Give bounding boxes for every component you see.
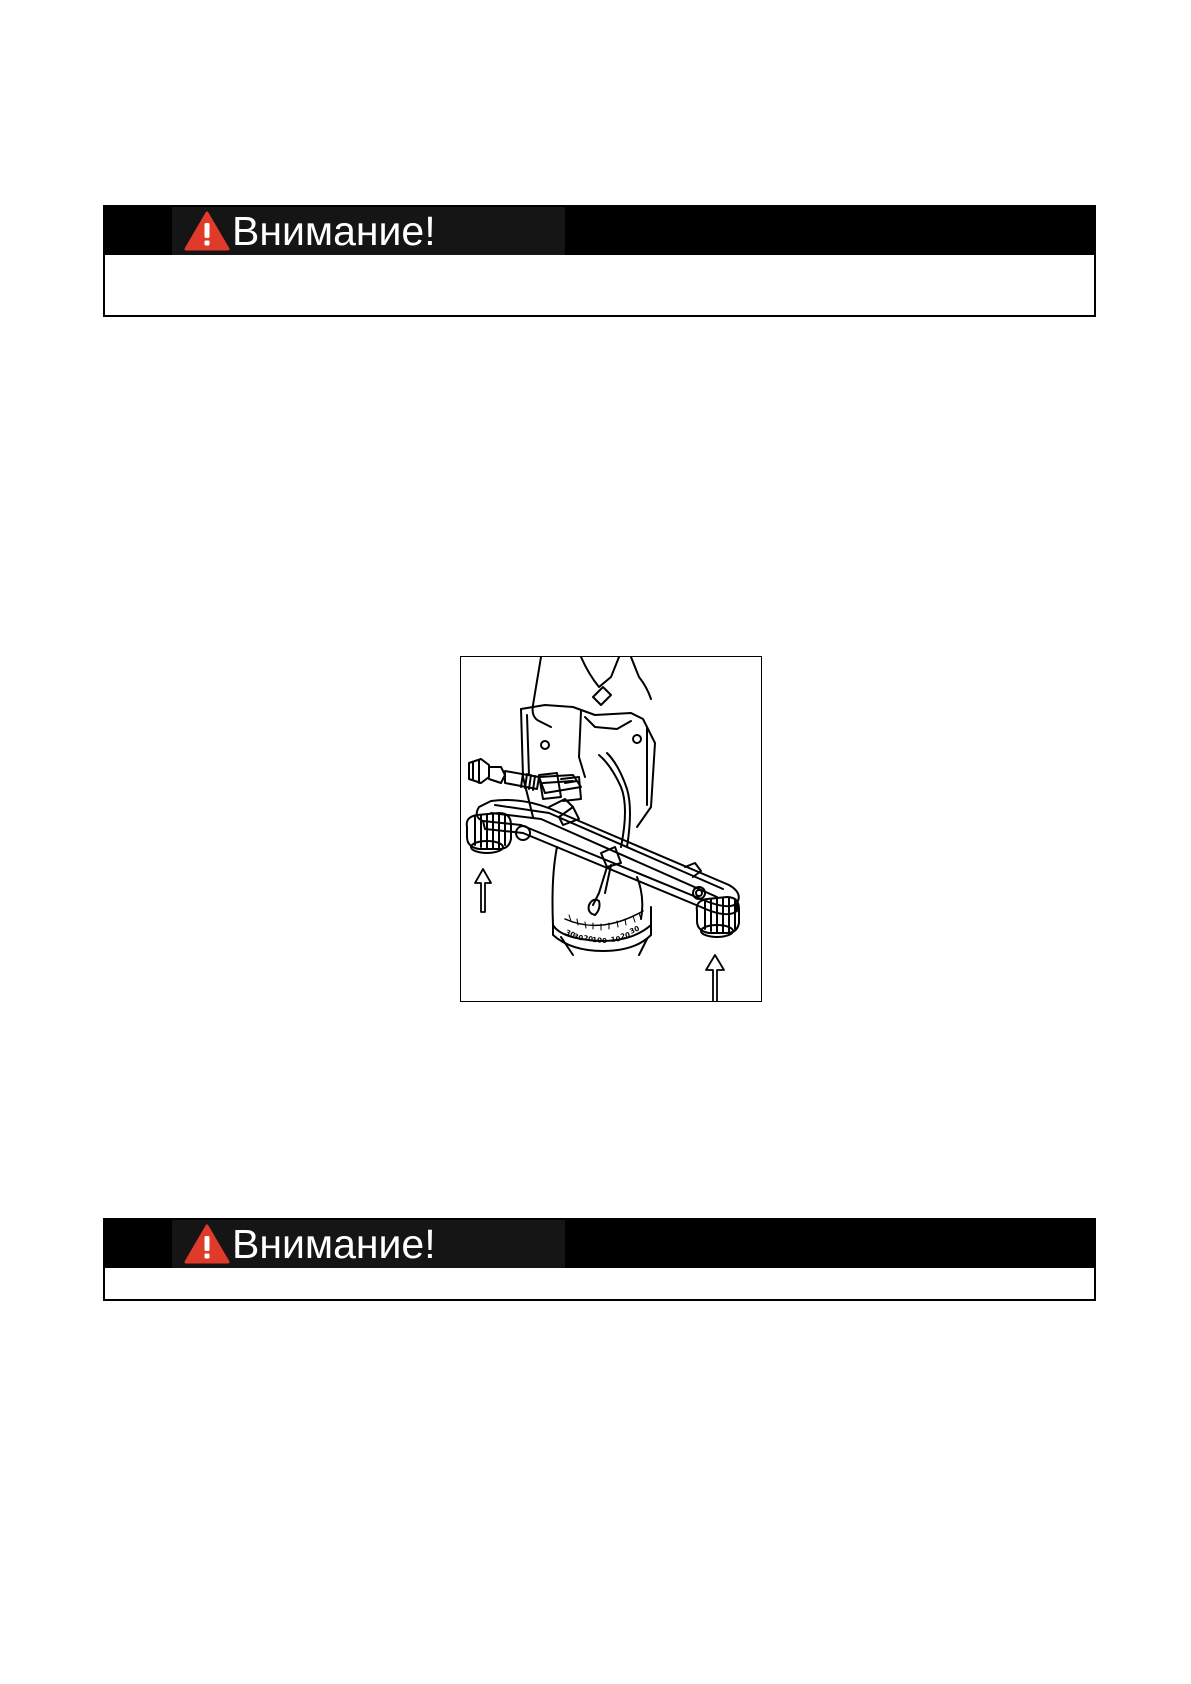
- right-knob: [697, 897, 739, 937]
- arrow-up-icon: [706, 955, 724, 1002]
- warning-box-2: [103, 1218, 1096, 1301]
- warning-label: [172, 1220, 565, 1268]
- scale-label: 20: [619, 930, 631, 941]
- warning-label: [172, 207, 565, 255]
- left-knob: [467, 813, 511, 853]
- scale-label: 30: [628, 924, 641, 936]
- sharpener-illustration: [460, 656, 762, 1002]
- scale-label: 10: [610, 935, 621, 944]
- warning-box-1: [103, 205, 1096, 317]
- scale-label: 30: [572, 932, 585, 943]
- scale-label: 30: [564, 928, 577, 940]
- arrow-up-icon: [475, 869, 491, 912]
- scale-label: 10: [591, 936, 603, 945]
- warning-triangle-icon: [184, 1224, 230, 1264]
- warning-title: Внимание!: [232, 208, 436, 254]
- scale-label: 20: [582, 934, 594, 944]
- warning-header: [105, 207, 1094, 255]
- adjusting-screw: [469, 759, 581, 801]
- scale-label: 0: [602, 937, 607, 945]
- scale-labels: [564, 925, 641, 945]
- warning-header: [105, 1220, 1094, 1268]
- warning-triangle-icon: [184, 211, 230, 251]
- vise-bar: [477, 799, 739, 915]
- warning-title: Внимание!: [232, 1221, 436, 1267]
